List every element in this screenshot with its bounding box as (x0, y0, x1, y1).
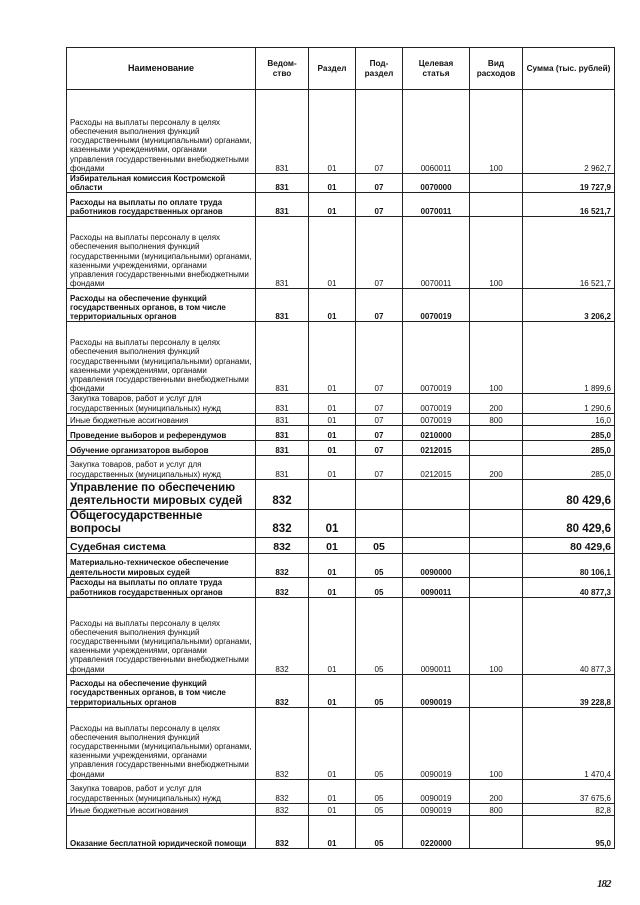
row-section: 01 (309, 509, 356, 537)
row-sum: 16 521,7 (523, 217, 615, 289)
row-dept: 832 (256, 509, 309, 537)
row-subsection: 07 (356, 413, 403, 425)
row-subsection: 05 (356, 779, 403, 803)
row-dept: 831 (256, 174, 309, 193)
row-section: 01 (309, 174, 356, 193)
row-subsection: 05 (356, 553, 403, 577)
table-row (67, 322, 615, 394)
row-exp-type (470, 193, 523, 217)
table-row (67, 537, 615, 553)
row-subsection: 07 (356, 440, 403, 455)
table-row (67, 707, 615, 779)
row-target: 0212015 (403, 440, 470, 455)
row-sum: 80 429,6 (523, 537, 615, 553)
row-sum: 16 521,7 (523, 193, 615, 217)
page-number-mark: 182 (597, 878, 611, 890)
row-sum: 80 106,1 (523, 553, 615, 577)
row-exp-type (470, 577, 523, 597)
row-subsection: 07 (356, 455, 403, 479)
row-name: Закупка товаров, работ и услуг для государственных (муниципальных) нужд (67, 394, 256, 413)
row-exp-type (470, 479, 523, 509)
row-target: 0212015 (403, 455, 470, 479)
row-section: 01 (309, 779, 356, 803)
table-row (67, 455, 615, 479)
row-section: 01 (309, 553, 356, 577)
header-name: Наименование (67, 48, 256, 90)
row-name: Расходы на выплаты персоналу в целях обеспечения выполнения функций государственными (муниципальными) органами, казенными учреждениями, органами управления государственными внебюджетными фондами (67, 597, 256, 674)
row-name: Судебная система (67, 537, 256, 553)
row-target (403, 509, 470, 537)
table-row (67, 597, 615, 674)
row-section: 01 (309, 707, 356, 779)
row-sum: 285,0 (523, 455, 615, 479)
row-name: Закупка товаров, работ и услуг для государственных (муниципальных) нужд (67, 455, 256, 479)
table-row (67, 174, 615, 193)
row-name: Расходы на обеспечение функций государственных органов, в том числе территориальных органов (67, 289, 256, 322)
row-name: Расходы на выплаты по оплате труда работников государственных органов (67, 193, 256, 217)
row-subsection: 05 (356, 577, 403, 597)
row-exp-type (470, 537, 523, 553)
row-name: Расходы на выплаты персоналу в целях обеспечения выполнения функций государственными (муниципальными) органами, казенными учреждениями, органами управления государственными внебюджетными фондами (67, 707, 256, 779)
table-row (67, 289, 615, 322)
table-row (67, 193, 615, 217)
row-dept: 832 (256, 815, 309, 848)
row-target: 0090019 (403, 674, 470, 707)
row-sum: 39 228,8 (523, 674, 615, 707)
row-dept: 831 (256, 425, 309, 440)
row-section: 01 (309, 413, 356, 425)
table-row (67, 674, 615, 707)
table-row (67, 815, 615, 848)
table-row (67, 779, 615, 803)
row-target: 0070019 (403, 289, 470, 322)
table-row (67, 509, 615, 537)
row-exp-type (470, 440, 523, 455)
row-section: 01 (309, 537, 356, 553)
row-dept: 832 (256, 537, 309, 553)
row-dept: 832 (256, 553, 309, 577)
row-exp-type: 100 (470, 217, 523, 289)
row-sum: 1 290,6 (523, 394, 615, 413)
row-exp-type: 800 (470, 413, 523, 425)
row-exp-type (470, 553, 523, 577)
table-row (67, 394, 615, 413)
row-section: 01 (309, 425, 356, 440)
row-section: 01 (309, 394, 356, 413)
row-target: 0070019 (403, 413, 470, 425)
row-sum: 95,0 (523, 815, 615, 848)
row-target: 0090019 (403, 779, 470, 803)
header-section: Раздел (309, 48, 356, 90)
row-name: Расходы на выплаты персоналу в целях обеспечения выполнения функций государственными (муниципальными) органами, казенными учреждениями, органами управления государственными внебюджетными фондами (67, 322, 256, 394)
row-section: 01 (309, 193, 356, 217)
header-exp-type: Вид расходов (470, 48, 523, 90)
row-exp-type: 200 (470, 394, 523, 413)
row-target: 0070019 (403, 394, 470, 413)
table-row (67, 803, 615, 815)
row-subsection: 07 (356, 289, 403, 322)
row-exp-type: 200 (470, 455, 523, 479)
row-subsection: 05 (356, 707, 403, 779)
row-target: 0220000 (403, 815, 470, 848)
row-dept: 831 (256, 322, 309, 394)
row-subsection: 05 (356, 815, 403, 848)
row-target: 0090000 (403, 553, 470, 577)
row-exp-type: 100 (470, 90, 523, 174)
row-exp-type (470, 174, 523, 193)
row-target: 0090011 (403, 597, 470, 674)
row-target: 0070000 (403, 174, 470, 193)
row-target: 0090011 (403, 577, 470, 597)
row-section: 01 (309, 440, 356, 455)
row-dept: 831 (256, 289, 309, 322)
row-target (403, 479, 470, 509)
row-name: Материально-техническое обеспечение деятельности мировых судей (67, 553, 256, 577)
row-dept: 832 (256, 674, 309, 707)
row-sum: 40 877,3 (523, 577, 615, 597)
table-row (67, 440, 615, 455)
row-exp-type (470, 815, 523, 848)
row-dept: 832 (256, 779, 309, 803)
table-row (67, 217, 615, 289)
row-name: Управление по обеспечению деятельности мировых судей (67, 479, 256, 509)
row-target: 0060011 (403, 90, 470, 174)
table-header-row (67, 48, 615, 90)
row-exp-type: 100 (470, 597, 523, 674)
row-dept: 831 (256, 455, 309, 479)
row-subsection: 07 (356, 217, 403, 289)
row-subsection: 05 (356, 537, 403, 553)
header-subsection: Под-раздел (356, 48, 403, 90)
row-target: 0210000 (403, 425, 470, 440)
row-subsection (356, 509, 403, 537)
row-section (309, 479, 356, 509)
row-subsection: 05 (356, 674, 403, 707)
row-dept: 831 (256, 413, 309, 425)
row-exp-type: 100 (470, 707, 523, 779)
row-subsection (356, 479, 403, 509)
table-row (67, 90, 615, 174)
row-section: 01 (309, 803, 356, 815)
row-sum: 40 877,3 (523, 597, 615, 674)
row-section: 01 (309, 577, 356, 597)
row-subsection: 07 (356, 90, 403, 174)
row-dept: 832 (256, 577, 309, 597)
row-name: Иные бюджетные ассигнования (67, 803, 256, 815)
row-name: Расходы на выплаты персоналу в целях обеспечения выполнения функций государственными (муниципальными) органами, казенными учреждениями, органами управления государственными внебюджетными фондами (67, 90, 256, 174)
row-dept: 832 (256, 803, 309, 815)
row-name: Общегосударственные вопросы (67, 509, 256, 537)
row-sum: 285,0 (523, 440, 615, 455)
row-name: Иные бюджетные ассигнования (67, 413, 256, 425)
row-exp-type (470, 425, 523, 440)
row-target (403, 537, 470, 553)
row-name: Расходы на выплаты персоналу в целях обеспечения выполнения функций государственными (муниципальными) органами, казенными учреждениями, органами управления государственными внебюджетными фондами (67, 217, 256, 289)
row-sum: 82,8 (523, 803, 615, 815)
row-sum: 2 962,7 (523, 90, 615, 174)
row-sum: 1 470,4 (523, 707, 615, 779)
row-target: 0070019 (403, 322, 470, 394)
row-exp-type (470, 289, 523, 322)
table-body (67, 90, 615, 849)
row-subsection: 05 (356, 803, 403, 815)
row-dept: 831 (256, 440, 309, 455)
table-row (67, 413, 615, 425)
row-sum: 1 899,6 (523, 322, 615, 394)
row-exp-type: 800 (470, 803, 523, 815)
header-target: Целевая статья (403, 48, 470, 90)
row-exp-type (470, 509, 523, 537)
row-section: 01 (309, 815, 356, 848)
row-section: 01 (309, 322, 356, 394)
row-name: Расходы на обеспечение функций государственных органов, в том числе территориальных органов (67, 674, 256, 707)
row-subsection: 07 (356, 193, 403, 217)
row-name: Обучение организаторов выборов (67, 440, 256, 455)
row-section: 01 (309, 90, 356, 174)
row-subsection: 07 (356, 322, 403, 394)
row-section: 01 (309, 674, 356, 707)
table-row (67, 479, 615, 509)
row-subsection: 05 (356, 597, 403, 674)
row-subsection: 07 (356, 425, 403, 440)
budget-table (66, 47, 615, 849)
row-target: 0090019 (403, 707, 470, 779)
row-dept: 831 (256, 217, 309, 289)
row-exp-type: 100 (470, 322, 523, 394)
row-exp-type (470, 674, 523, 707)
row-dept: 831 (256, 90, 309, 174)
row-section: 01 (309, 217, 356, 289)
row-section: 01 (309, 455, 356, 479)
row-exp-type: 200 (470, 779, 523, 803)
row-dept: 831 (256, 394, 309, 413)
row-section: 01 (309, 289, 356, 322)
table-row (67, 425, 615, 440)
row-name: Расходы на выплаты по оплате труда работников государственных органов (67, 577, 256, 597)
row-target: 0090019 (403, 803, 470, 815)
row-sum: 16,0 (523, 413, 615, 425)
row-sum: 80 429,6 (523, 509, 615, 537)
row-sum: 37 675,6 (523, 779, 615, 803)
row-target: 0070011 (403, 217, 470, 289)
row-dept: 832 (256, 597, 309, 674)
row-subsection: 07 (356, 394, 403, 413)
row-name: Проведение выборов и референдумов (67, 425, 256, 440)
row-subsection: 07 (356, 174, 403, 193)
row-dept: 832 (256, 707, 309, 779)
row-name: Закупка товаров, работ и услуг для государственных (муниципальных) нужд (67, 779, 256, 803)
row-sum: 19 727,9 (523, 174, 615, 193)
header-dept: Ведом-ство (256, 48, 309, 90)
row-sum: 3 206,2 (523, 289, 615, 322)
row-sum: 80 429,6 (523, 479, 615, 509)
row-name: Избирательная комиссия Костромской области (67, 174, 256, 193)
table-row (67, 553, 615, 577)
row-name: Оказание бесплатной юридической помощи (67, 815, 256, 848)
table-row (67, 577, 615, 597)
row-dept: 831 (256, 193, 309, 217)
row-sum: 285,0 (523, 425, 615, 440)
row-target: 0070011 (403, 193, 470, 217)
row-section: 01 (309, 597, 356, 674)
header-sum: Сумма (тыс. рублей) (523, 48, 615, 90)
row-dept: 832 (256, 479, 309, 509)
